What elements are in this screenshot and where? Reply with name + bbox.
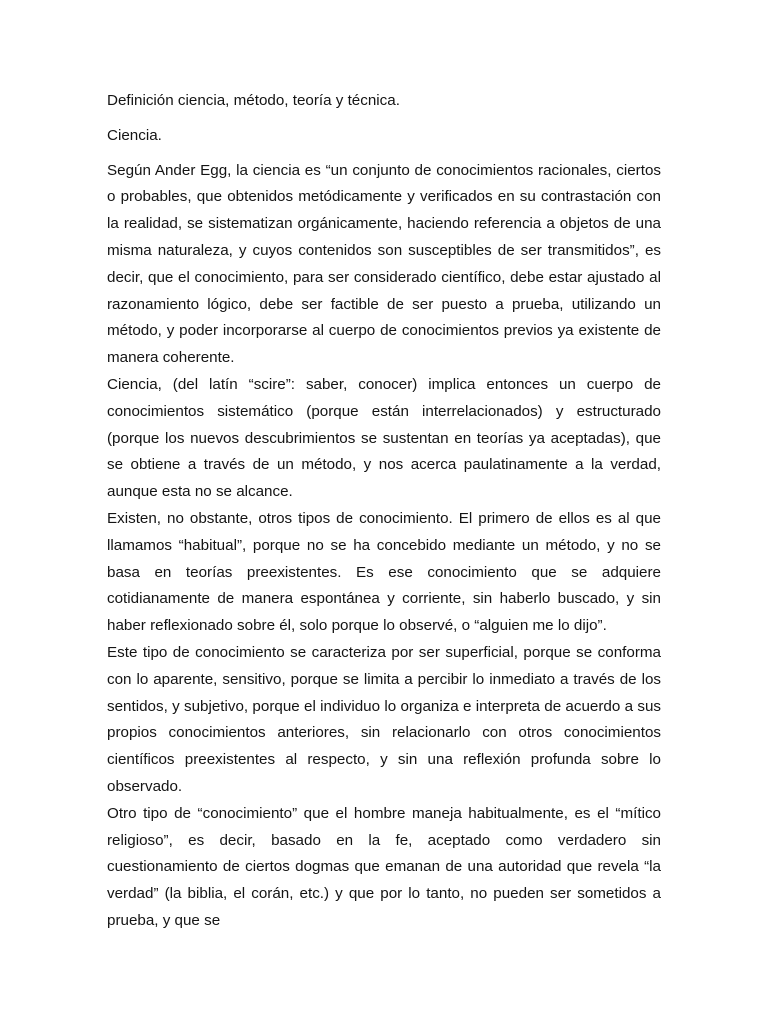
paragraph-conocimiento-habitual: Existen, no obstante, otros tipos de conocimiento. El primero de ellos es al que llamamos “habitual”, porque no se ha concebido mediante un método, y no se basa en teorías preexistentes. Es ese conocimiento que se adquiere cotidianamente de manera espontánea y corriente, sin haberlo buscado, y sin haber reflexionado sobre él, solo porque lo observé, o “alguien me lo dijo”. — [107, 509, 661, 635]
paragraph-caracteristicas-conocimiento: Este tipo de conocimiento se caracteriza por ser superficial, porque se conforma con lo aparente, sensitivo, porque se limita a percibir lo inmediato a través de los sentidos, y subjetivo, porque el individuo lo organiza e interpreta de acuerdo a sus propios conocimientos anteriores, sin relacionarlo con otros conocimientos científicos preexistentes al respecto, y sin una reflexión profunda sobre lo observado. — [107, 643, 661, 795]
section-heading: Ciencia. — [107, 126, 162, 144]
document-page — [107, 88, 661, 935]
document-title: Definición ciencia, método, teoría y técnica. — [107, 92, 400, 109]
paragraph-ciencia-latin: Ciencia, (del latín “scire”: saber, conocer) implica entonces un cuerpo de conocimientos sistemático (porque están interrelacionados) y estructurado (porque los nuevos descubrimientos se sustentan en teorías ya aceptadas), que se obtiene a través de un método, y nos acerca paulatinamente a la verdad, aunque esta no se alcance. — [107, 375, 661, 501]
paragraph-mitico-religioso: Otro tipo de “conocimiento” que el hombre maneja habitualmente, es el “mítico religioso”, es decir, basado en la fe, aceptado como verdadero sin cuestionamiento de ciertos dogmas que emanan de una autoridad que revela “la verdad” (la biblia, el corán, etc.) y que por lo tanto, no pueden ser sometidos a prueba, y que se — [107, 804, 661, 929]
paragraph-ander-egg-definition: Según Ander Egg, la ciencia es “un conjunto de conocimientos racionales, ciertos o probables, que obtenidos metódicamente y verificados en su contrastación con la realidad, se sistematizan orgánicamente, haciendo referencia a objetos de una misma naturaleza, y cuyos contenidos son susceptibles de ser transmitidos”, es decir, que el conocimiento, para ser considerado científico, debe estar ajustado al razonamiento lógico, debe ser factible de ser puesto a prueba, utilizando un método, y poder incorporarse al cuerpo de conocimientos previos ya existente de manera coherente. — [107, 161, 661, 367]
